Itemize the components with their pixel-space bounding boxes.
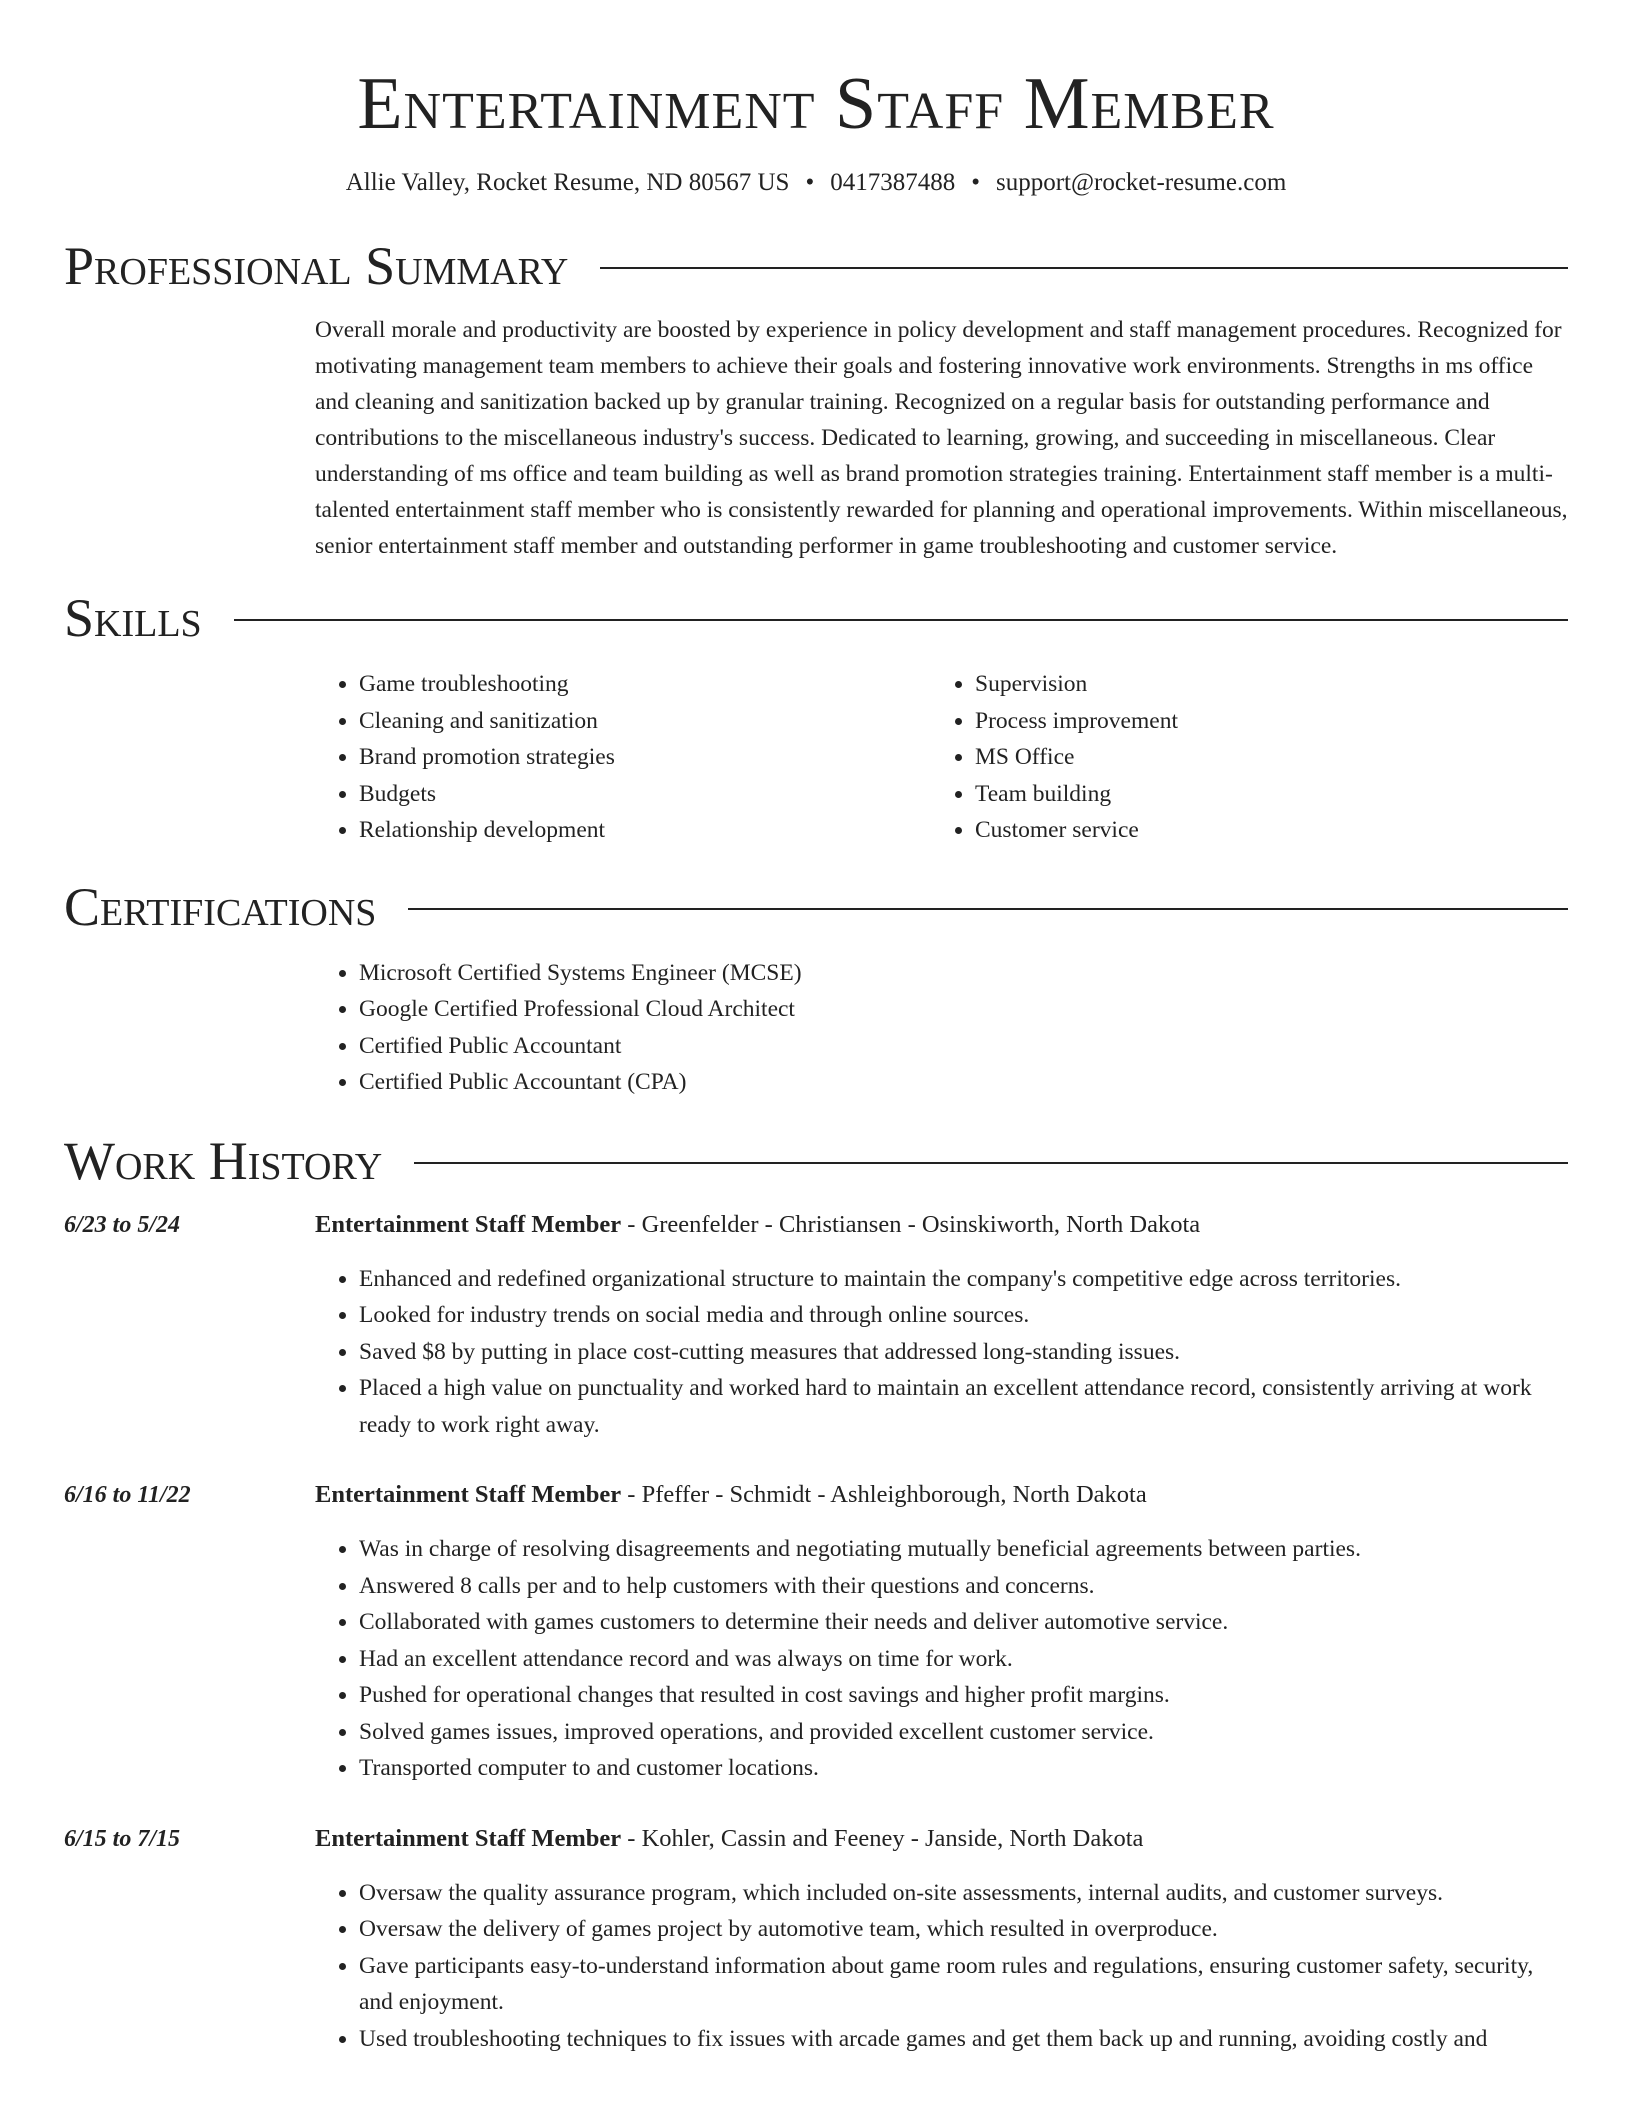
certification-item: • Certified Public Accountant (CPA) [359, 1064, 1568, 1101]
job-bullet: • Answered 8 calls per and to help customers with their questions and concerns. [359, 1568, 1568, 1605]
skill-item: • Budgets [359, 776, 931, 813]
job-bullet: • Had an excellent attendance record and was always on time for work. [359, 1641, 1568, 1678]
job-entry [64, 1821, 1568, 2058]
certifications-section [64, 877, 1568, 1101]
job-bullet: • Transported computer to and customer locations. [359, 1750, 1568, 1787]
section-rule [600, 267, 1568, 269]
skill-item: • MS Office [975, 739, 1547, 776]
job-dates: 6/23 to 5/24 [64, 1211, 181, 1238]
summary-heading [64, 236, 1568, 296]
certification-item: • Google Certified Professional Cloud Architect [359, 991, 1568, 1028]
job-dates: 6/15 to 7/15 [64, 1825, 181, 1852]
job-bullet: • Was in charge of resolving disagreements and negotiating mutually beneficial agreements between parties. [359, 1531, 1568, 1568]
skills-column-right [931, 666, 1547, 849]
contact-email: support@rocket-resume.com [995, 169, 1287, 196]
summary-section [64, 236, 1568, 564]
certifications-list [315, 955, 1568, 1101]
resume-name: Entertainment Staff Member [357, 63, 1275, 145]
section-title: Work History [64, 1130, 383, 1191]
job-entry [64, 1207, 1568, 1444]
job-body [315, 1821, 1568, 2058]
job-company: - Greenfelder - Christiansen - Osinskiworth, North Dakota [621, 1210, 1201, 1238]
contact-separator: • [971, 169, 980, 196]
job-entry [64, 1477, 1568, 1787]
job-bullet: • Saved $8 by putting in place cost-cutting measures that addressed long-standing issues. [359, 1334, 1568, 1371]
summary-text: Overall morale and productivity are boosted by experience in policy development and staff management procedures. Recognized for motivating management team members to achieve their goals and fostering innovative work environments. Strengths in ms office and cleaning and sanitization backed up by granular training. Recognized on a regular basis for outstanding performance and contributions to the miscellaneous industry's success. Dedicated to learning, growing, and succeeding in miscellaneous. Clear understanding of ms office and team building as well as brand promotion strategies training. Entertainment staff member is a multi-talented entertainment staff member who is consistently rewarded for planning and operational improvements. Within miscellaneous, senior entertainment staff member and outstanding performer in game troubleshooting and customer service. [315, 317, 1568, 559]
section-rule [414, 1162, 1568, 1164]
skills-list [315, 666, 1568, 849]
section-rule [408, 908, 1568, 910]
job-title: Entertainment Staff Member [315, 1824, 622, 1852]
job-title: Entertainment Staff Member [315, 1210, 622, 1238]
job-header [315, 1207, 1568, 1243]
work-history-section [64, 1131, 1568, 2058]
job-company: - Kohler, Cassin and Feeney - Janside, North Dakota [621, 1824, 1144, 1852]
job-bullet: • Placed a high value on punctuality and worked hard to maintain an excellent attendance record, consistently arriving at work ready to work right away. [359, 1370, 1568, 1443]
job-bullet: • Enhanced and redefined organizational structure to maintain the company's competitive edge across territories. [359, 1261, 1568, 1298]
certification-item: • Microsoft Certified Systems Engineer (MCSE) [359, 955, 1568, 992]
skill-item: • Game troubleshooting [359, 666, 931, 703]
certifications-heading [64, 877, 1568, 937]
skill-item: • Supervision [975, 666, 1547, 703]
job-bullet: • Oversaw the delivery of games project by automotive team, which resulted in overproduce. [359, 1911, 1568, 1948]
skill-item: • Cleaning and sanitization [359, 703, 931, 740]
work-history-heading [64, 1131, 1568, 1191]
job-dates: 6/16 to 11/22 [64, 1482, 191, 1508]
section-title: Skills [64, 588, 202, 648]
job-company: - Pfeffer - Schmidt - Ashleighborough, North Dakota [621, 1481, 1147, 1508]
job-bullet: • Looked for industry trends on social media and through online sources. [359, 1297, 1568, 1334]
job-body [315, 1207, 1568, 1444]
job-header [315, 1821, 1568, 1857]
section-rule [234, 619, 1568, 621]
certification-item: • Certified Public Accountant [359, 1028, 1568, 1065]
skills-section [64, 588, 1568, 849]
job-bullet: • Pushed for operational changes that resulted in cost savings and higher profit margins. [359, 1677, 1568, 1714]
contact-line [64, 166, 1568, 200]
job-bullet: • Oversaw the quality assurance program, which included on-site assessments, internal audits, and customer surveys. [359, 1875, 1568, 1912]
skill-item: • Team building [975, 776, 1547, 813]
skills-heading [64, 588, 1568, 648]
job-bullet: • Collaborated with games customers to determine their needs and deliver automotive service. [359, 1604, 1568, 1641]
contact-separator: • [805, 169, 815, 196]
job-bullet: • Used troubleshooting techniques to fix issues with arcade games and get them back up and running, avoiding costly and [359, 2021, 1568, 2058]
contact-phone: 0417387488 [830, 169, 956, 196]
job-bullet: • Gave participants easy-to-understand information about game room rules and regulations, ensuring customer safety, security, and enjoyment. [359, 1948, 1568, 2021]
section-title: Professional Summary [64, 236, 569, 296]
skill-item: • Relationship development [359, 812, 931, 849]
job-bullet: • Solved games issues, improved operations, and provided excellent customer service. [359, 1714, 1568, 1751]
job-header [315, 1477, 1568, 1513]
skills-column-left [315, 666, 931, 849]
skill-item: • Process improvement [975, 703, 1547, 740]
job-body [315, 1477, 1568, 1787]
section-title: Certifications [64, 876, 377, 937]
skill-item: • Brand promotion strategies [359, 739, 931, 776]
skill-item: • Customer service [975, 812, 1547, 849]
job-title: Entertainment Staff Member [315, 1481, 622, 1508]
contact-address: Allie Valley, Rocket Resume, ND 80567 US [345, 169, 790, 196]
